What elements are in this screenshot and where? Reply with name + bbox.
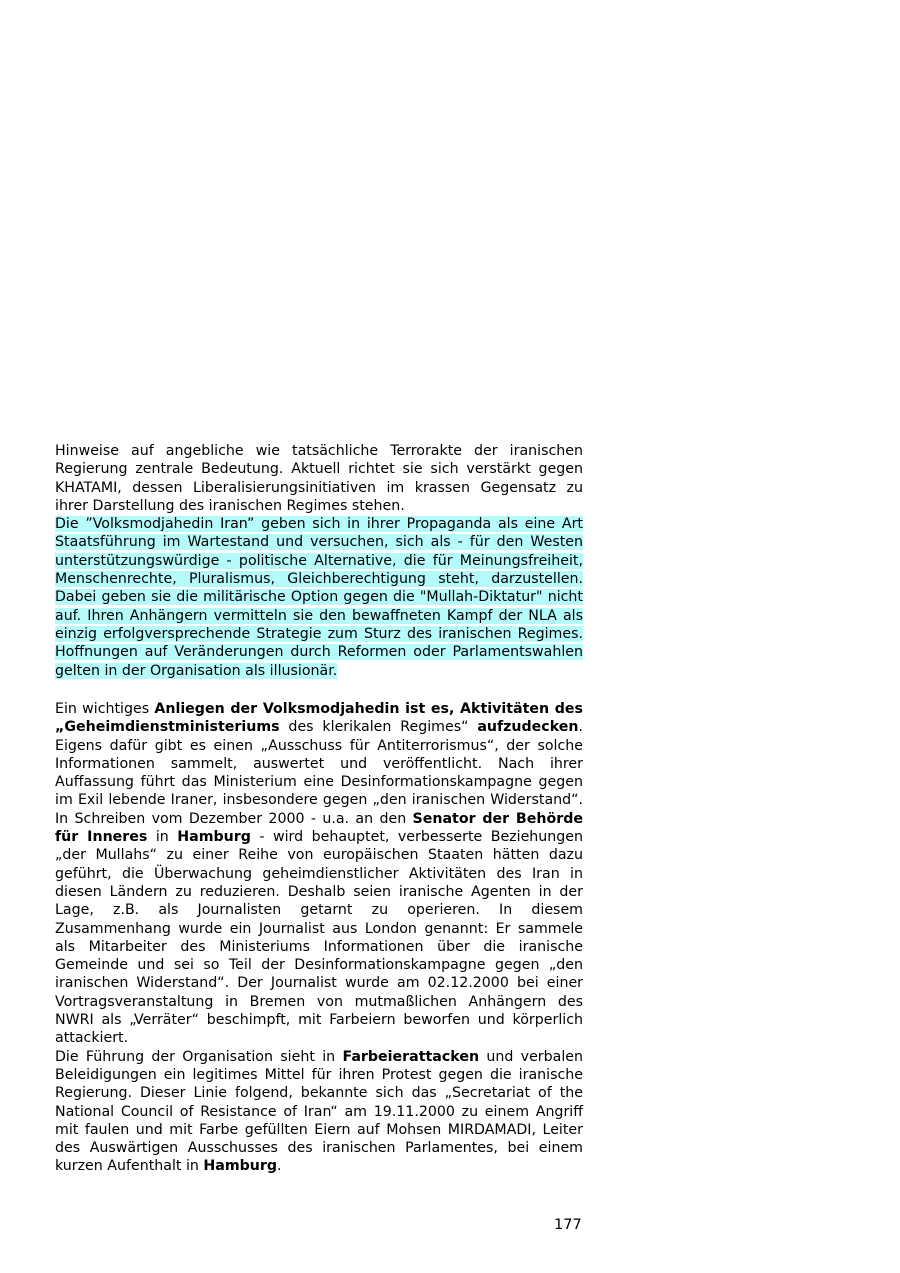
text-run: .: [277, 1158, 282, 1175]
highlighted-text: Die ”Volksmodjahedin Iran” geben sich in ihrer Propaganda als eine Art Staatsführung im Wartestand und versuchen, sich als - für den Westen unterstützungswürdige - politische Alternative, die für Meinungsfreiheit, Menschenrechte, Pluralismus, Gleichberechtigung steht, darzustellen. Dabei geben sie die militärische Option gegen die "Mullah-Diktatur" nicht auf. Ihren Anhängern vermitteln sie den bewaffneten Kampf der NLA als einzig erfolgversprechende Strategie zum Sturz des iranischen Regimes. Hoffnungen auf Veränderungen durch Reformen oder Parlamentswahlen gelten in der Organisation als illusionär.: [55, 516, 583, 679]
text-run: . Eigens dafür gibt es einen „Ausschuss für Antiterrorismus“, der solche Informationen sammelt, auswertet und veröffentlicht. Nach ihrer Auffassung führt das Ministerium eine Desinformationskampagne gegen im Exil lebende Iraner, insbesondere gegen „den iranischen Widerstand“. In Schreiben vom Dezember 2000 - u.a. an den: [55, 719, 583, 827]
bold-run: Senator der Behörde für Inneres: [55, 810, 583, 846]
text-run: und verbalen Beleidigungen ein legitimes Mittel für ihren Protest gegen die iranische Regierung. Dieser Linie folgend, bekannte sich das „Secretariat of the National Council of Resistance of Iran“ am 19.11.2000 zu einem Angriff mit faulen und mit Farbe gefüllten Eiern auf Mohsen MIRDAMADI, Leiter des Auswärtigen Ausschusses des iranischen Parlamentes, bei einem kurzen Aufenthalt in: [55, 1048, 583, 1175]
text-run: Die Führung der Organisation sieht in: [55, 1048, 343, 1065]
bold-run: Farbeierattacken: [342, 1048, 480, 1065]
paragraph-intelligence-ministry: [55, 700, 583, 1048]
paragraph-terror-claims: Hinweise auf angebliche wie tatsächliche Terrorakte der iranischen Regierung zentrale Bedeutung. Aktuell richtet sie sich verstärkt gegen KHATAMI, dessen Liberalisierungsinitiativen im krassen Gegensatz zu ihrer Darstellung des iranischen Regimes stehen.: [55, 443, 583, 514]
bold-run: aufzudecken: [477, 719, 579, 736]
paragraph-egg-attacks: [55, 1048, 583, 1176]
body-text-top: [55, 442, 583, 680]
bold-run: Hamburg: [203, 1158, 278, 1175]
text-run: - wird behauptet, verbesserte Beziehungen „der Mullahs“ zu einer Reihe von europäischen Staaten hätten dazu geführt, die Überwachung geheimdienstlicher Aktivitäten des Iran in diesen Ländern zu reduzieren. Deshalb seien iranische Agenten in der Lage, z.B. als Journalisten getarnt zu operieren. In diesem Zusammenhang wurde ein Journalist aus London genannt: Er sammele als Mitarbeiter des Ministeriums Informationen über die iranische Gemeinde und sei so Teil der Desinformationskampagne gegen „den iranischen Widerstand“. Der Journalist wurde am 02.12.2000 bei einer Vortragsveranstaltung in Bremen von mutmaßlichen Anhängern des NWRI als „Verräter“ beschimpft, mit Farbeiern beworfen und körperlich attackiert.: [55, 829, 583, 1047]
text-run: des klerikalen Regimes“: [279, 719, 478, 736]
text-run: Ein wichtiges: [55, 701, 155, 717]
body-text-bottom: [55, 700, 583, 1176]
bold-run: Anliegen der Volksmodjahedin ist es, Aktivitäten des „Geheimdienstministeriums: [55, 701, 583, 736]
text-run: in: [147, 829, 178, 846]
bold-run: Hamburg: [177, 829, 251, 846]
page-number: 177: [554, 1217, 582, 1233]
paragraph-propaganda: [55, 515, 583, 680]
